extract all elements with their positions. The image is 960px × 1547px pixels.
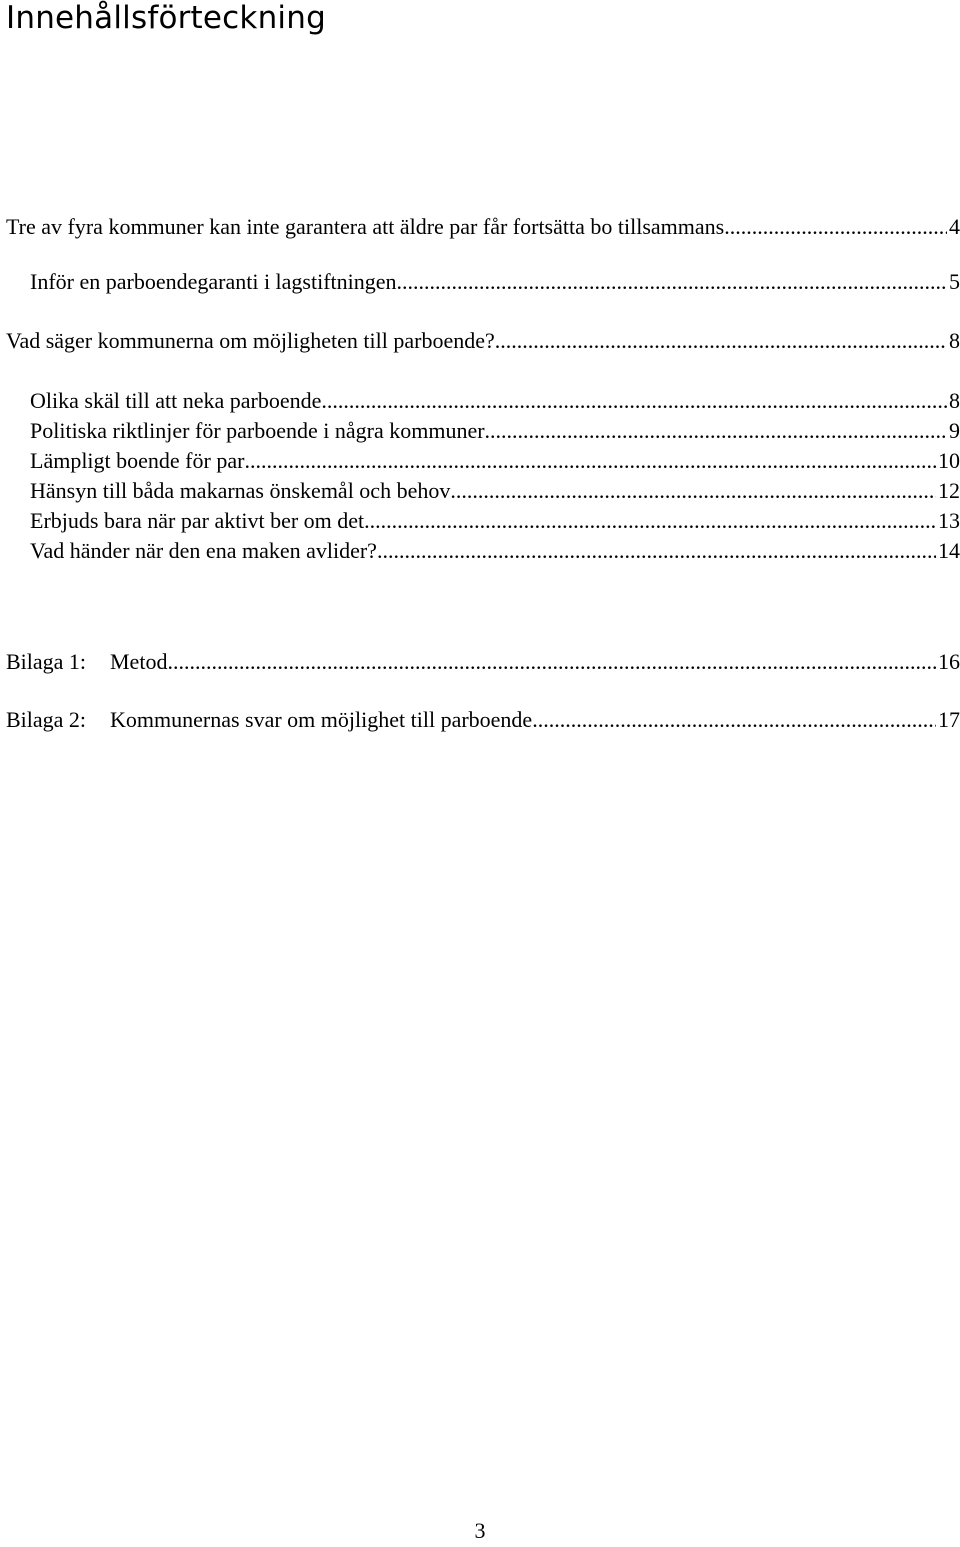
toc-entry-3[interactable] (6, 326, 960, 356)
toc-entry-2[interactable] (30, 267, 960, 297)
dot-leader (724, 212, 947, 242)
dot-leader (485, 416, 947, 446)
toc-entry-text: Erbjuds bara när par aktivt ber om det (30, 508, 365, 533)
appendix-label: Bilaga 1: (6, 649, 87, 674)
toc-page-number: 8 (949, 388, 960, 413)
toc-entry-7[interactable] (30, 476, 960, 506)
dot-leader (244, 446, 936, 476)
appendix-title: Metod (110, 649, 168, 674)
appendix-title: Kommunernas svar om möjlighet till parboende (110, 707, 533, 732)
toc-entry-1[interactable] (6, 212, 960, 242)
toc-entry-text: Lämpligt boende för par (30, 448, 245, 473)
toc-page-number: 16 (938, 649, 960, 674)
toc-entry-9[interactable] (30, 536, 960, 566)
toc-page-number: 4 (949, 214, 960, 239)
toc-entry-text: Politiska riktlinjer för parboende i några kommuner (30, 418, 485, 443)
dot-leader (377, 536, 936, 566)
toc-page-number: 13 (938, 508, 960, 533)
toc-entry-6[interactable] (30, 446, 960, 476)
toc-entry-text: Olika skäl till att neka parboende (30, 388, 322, 413)
dot-leader (397, 267, 947, 297)
toc-entry-text: Hänsyn till båda makarnas önskemål och behov (30, 478, 451, 503)
toc-page-number: 14 (938, 538, 960, 563)
toc-entry-text: Inför en parboendegaranti i lagstiftningen (30, 269, 397, 294)
toc-title: Innehållsförteckning (6, 0, 326, 36)
toc-entry-text: Tre av fyra kommuner kan inte garantera att äldre par får fortsätta bo tillsammans (6, 214, 725, 239)
toc-page-number: 9 (949, 418, 960, 443)
toc-entry-5[interactable] (30, 416, 960, 446)
dot-leader (364, 506, 936, 536)
toc-page-number: 10 (938, 448, 960, 473)
toc-appendix-2[interactable] (6, 705, 960, 735)
toc-entry-text (6, 647, 167, 677)
appendix-label: Bilaga 2: (6, 707, 87, 732)
toc-page-number: 17 (938, 707, 960, 732)
dot-leader (450, 476, 936, 506)
toc-appendix-1[interactable] (6, 647, 960, 677)
toc-entry-text: Vad säger kommunerna om möjligheten till parboende? (6, 328, 495, 353)
dot-leader (495, 326, 947, 356)
toc-page-number: 8 (949, 328, 960, 353)
toc-entry-text (6, 705, 532, 735)
toc-entry-4[interactable] (30, 386, 960, 416)
toc-entry-text: Vad händer när den ena maken avlider? (30, 538, 377, 563)
dot-leader (321, 386, 947, 416)
toc-page-number: 12 (938, 478, 960, 503)
toc-page-number: 5 (949, 269, 960, 294)
dot-leader (532, 705, 936, 735)
page-number: 3 (474, 1518, 486, 1543)
dot-leader (167, 647, 936, 677)
toc-entry-8[interactable] (30, 506, 960, 536)
